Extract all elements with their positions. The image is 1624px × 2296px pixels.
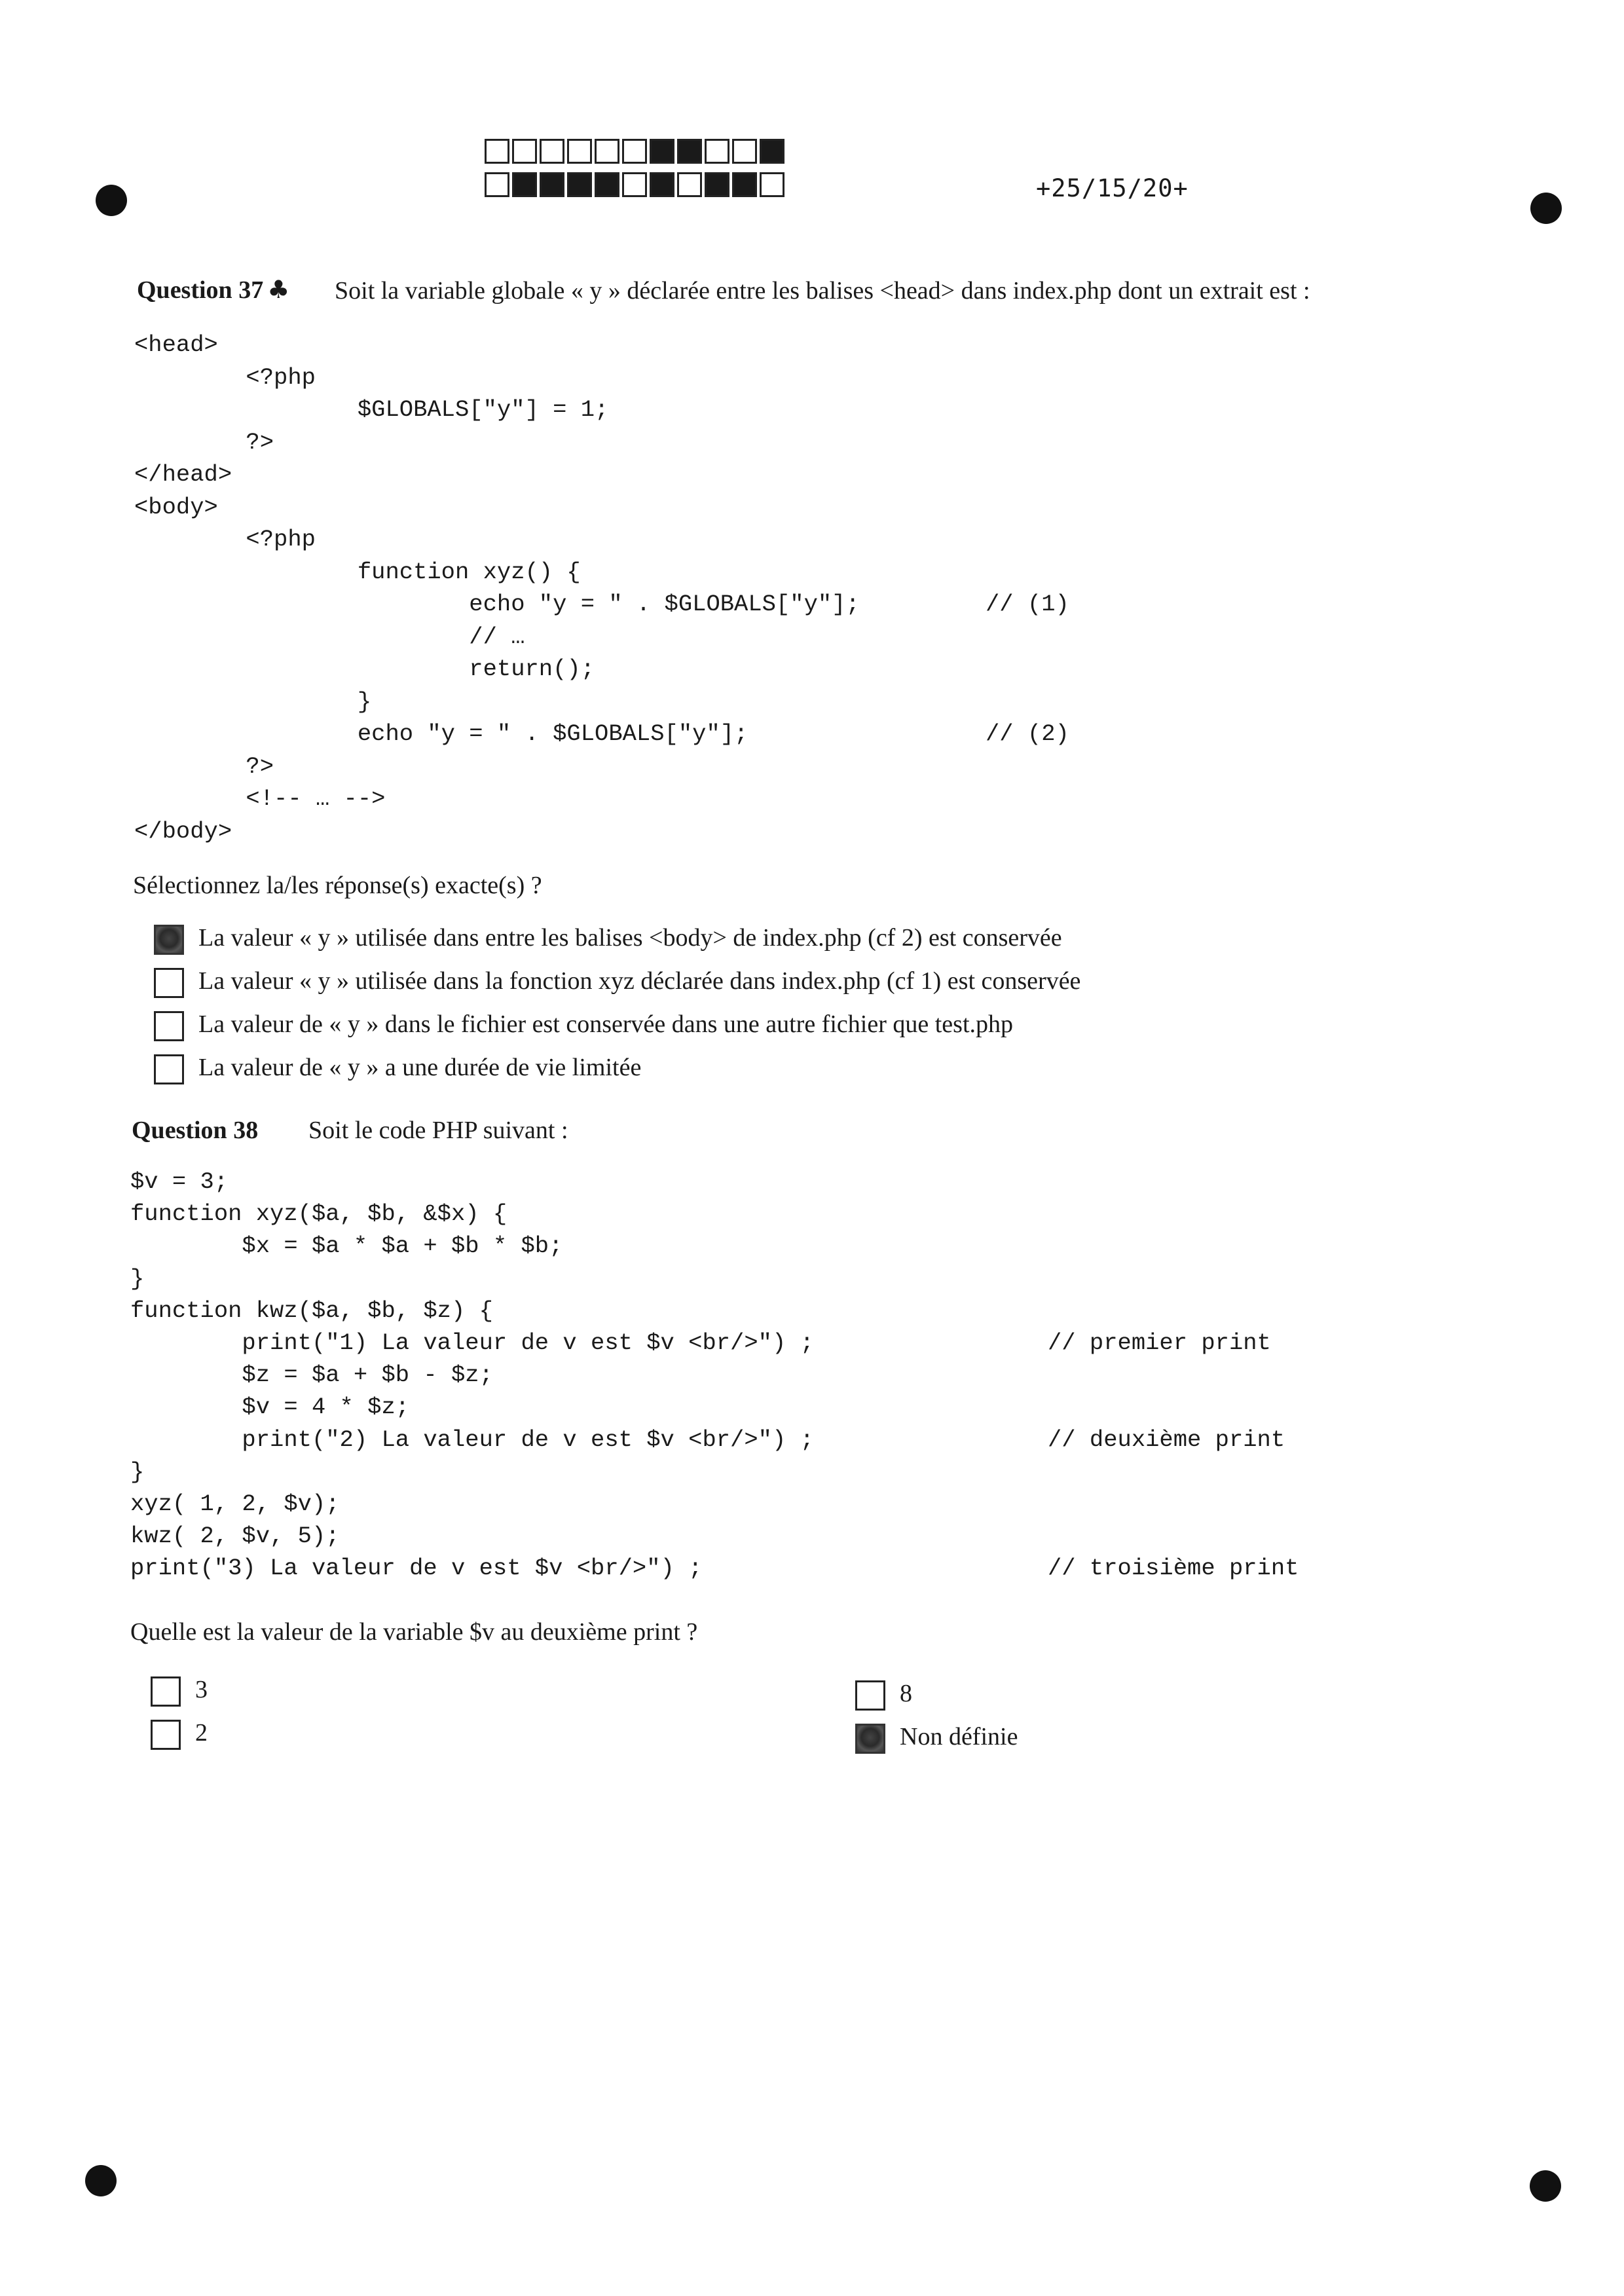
code-line: </head> bbox=[134, 461, 232, 488]
barcode-cell bbox=[485, 172, 509, 197]
code-line: kwz( 2, $v, 5); bbox=[130, 1523, 340, 1550]
code-line: print("1) La valeur de v est $v <br/>") ; bbox=[130, 1329, 814, 1356]
barcode-cell bbox=[677, 172, 702, 197]
code-line: } bbox=[130, 1458, 145, 1485]
option-label: La valeur de « y » a une durée de vie limitée bbox=[198, 1054, 642, 1081]
code-line: ?> bbox=[134, 752, 274, 780]
checkbox[interactable] bbox=[154, 968, 184, 998]
question-37-prompt: Sélectionnez la/les réponse(s) exacte(s) ? bbox=[133, 872, 542, 899]
barcode-cell bbox=[760, 172, 784, 197]
barcode-cell bbox=[732, 172, 757, 197]
code-line: echo "y = " . $GLOBALS["y"]; bbox=[134, 591, 860, 618]
code-comment: // (1) bbox=[986, 591, 1069, 618]
checkbox[interactable] bbox=[154, 1054, 184, 1084]
code-comment: // troisième print bbox=[1048, 1555, 1299, 1582]
code-line: $v = 4 * $z; bbox=[130, 1394, 410, 1421]
option-label: 2 bbox=[195, 1719, 208, 1747]
code-line: $x = $a * $a + $b * $b; bbox=[130, 1232, 563, 1260]
code-comment: // deuxième print bbox=[1048, 1426, 1285, 1453]
code-line: <?php bbox=[134, 363, 316, 391]
code-line: ?> bbox=[134, 428, 274, 456]
question-37-header bbox=[137, 275, 1310, 305]
club-icon: ♣ bbox=[267, 275, 290, 304]
registration-mark-bottom-left bbox=[85, 2165, 117, 2196]
code-comment: // (2) bbox=[986, 720, 1069, 747]
barcode-cell bbox=[650, 139, 674, 164]
barcode-cell bbox=[705, 139, 729, 164]
option-label: La valeur « y » utilisée dans entre les balises <body> de index.php (cf 2) est conservée bbox=[198, 924, 1062, 952]
code-comment: // premier print bbox=[1048, 1329, 1271, 1356]
code-line: $v = 3; bbox=[130, 1168, 229, 1195]
code-line: $z = $a + $b - $z; bbox=[130, 1361, 493, 1389]
code-line: </body> bbox=[134, 817, 232, 845]
option-label: Non définie bbox=[900, 1723, 1018, 1750]
barcode-cell bbox=[595, 139, 619, 164]
code-line: } bbox=[134, 688, 372, 715]
code-line: // … bbox=[134, 623, 525, 650]
option-label: 3 bbox=[195, 1676, 208, 1703]
registration-mark-bottom-right bbox=[1530, 2170, 1561, 2202]
barcode-cell bbox=[567, 139, 592, 164]
barcode-cell bbox=[567, 172, 592, 197]
question-37-number: Question 37 bbox=[137, 276, 264, 304]
barcode-cell bbox=[705, 172, 729, 197]
barcode-cell bbox=[732, 139, 757, 164]
question-38-prompt: Quelle est la valeur de la variable $v au deuxième print ? bbox=[130, 1618, 698, 1646]
question-38-statement: Soit le code PHP suivant : bbox=[308, 1117, 568, 1144]
barcode-cell bbox=[650, 172, 674, 197]
barcode-cell bbox=[485, 139, 509, 164]
code-line: <head> bbox=[134, 331, 218, 358]
barcode-cell bbox=[677, 139, 702, 164]
checkbox[interactable] bbox=[151, 1720, 181, 1750]
barcode-cell bbox=[622, 172, 647, 197]
barcode-cell bbox=[540, 139, 564, 164]
barcode-cell bbox=[622, 139, 647, 164]
barcode-cell bbox=[595, 172, 619, 197]
question-38-number: Question 38 bbox=[132, 1117, 259, 1144]
checkbox[interactable] bbox=[154, 925, 184, 955]
code-line: return(); bbox=[134, 656, 595, 682]
question-37-statement: Soit la variable globale « y » déclarée entre les balises <head> dans index.php dont un extrait est : bbox=[335, 277, 1310, 305]
page-id: +25/15/20+ bbox=[1036, 174, 1189, 202]
barcode-cell bbox=[512, 172, 537, 197]
code-line: print("2) La valeur de v est $v <br/>") ; bbox=[130, 1426, 814, 1453]
registration-mark-top-left bbox=[96, 185, 127, 216]
option-label: 8 bbox=[900, 1680, 912, 1707]
code-line: <body> bbox=[134, 493, 218, 521]
option-label: La valeur de « y » dans le fichier est conservée dans une autre fichier que test.php bbox=[198, 1010, 1013, 1038]
code-line: $GLOBALS["y"] = 1; bbox=[134, 396, 609, 423]
barcode-cell bbox=[512, 139, 537, 164]
code-line: print("3) La valeur de v est $v <br/>") ; bbox=[130, 1555, 703, 1582]
code-line: xyz( 1, 2, $v); bbox=[130, 1491, 340, 1517]
code-line: } bbox=[130, 1265, 145, 1292]
barcode-cell bbox=[540, 172, 564, 197]
code-line: function xyz($a, $b, &$x) { bbox=[130, 1200, 507, 1228]
checkbox[interactable] bbox=[855, 1680, 885, 1711]
checkbox[interactable] bbox=[151, 1676, 181, 1707]
code-line: function kwz($a, $b, $z) { bbox=[130, 1297, 493, 1324]
code-line: function xyz() { bbox=[134, 558, 581, 585]
option-label: La valeur « y » utilisée dans la fonction xyz déclarée dans index.php (cf 1) est conservée bbox=[198, 967, 1081, 995]
checkbox[interactable] bbox=[855, 1724, 885, 1754]
code-line: echo "y = " . $GLOBALS["y"]; bbox=[134, 720, 748, 747]
checkbox[interactable] bbox=[154, 1011, 184, 1041]
question-38-header bbox=[132, 1116, 568, 1145]
code-line: <!-- … --> bbox=[134, 785, 386, 812]
code-line: <?php bbox=[134, 526, 316, 553]
barcode-cell bbox=[760, 139, 784, 164]
registration-mark-top-right bbox=[1530, 193, 1562, 224]
